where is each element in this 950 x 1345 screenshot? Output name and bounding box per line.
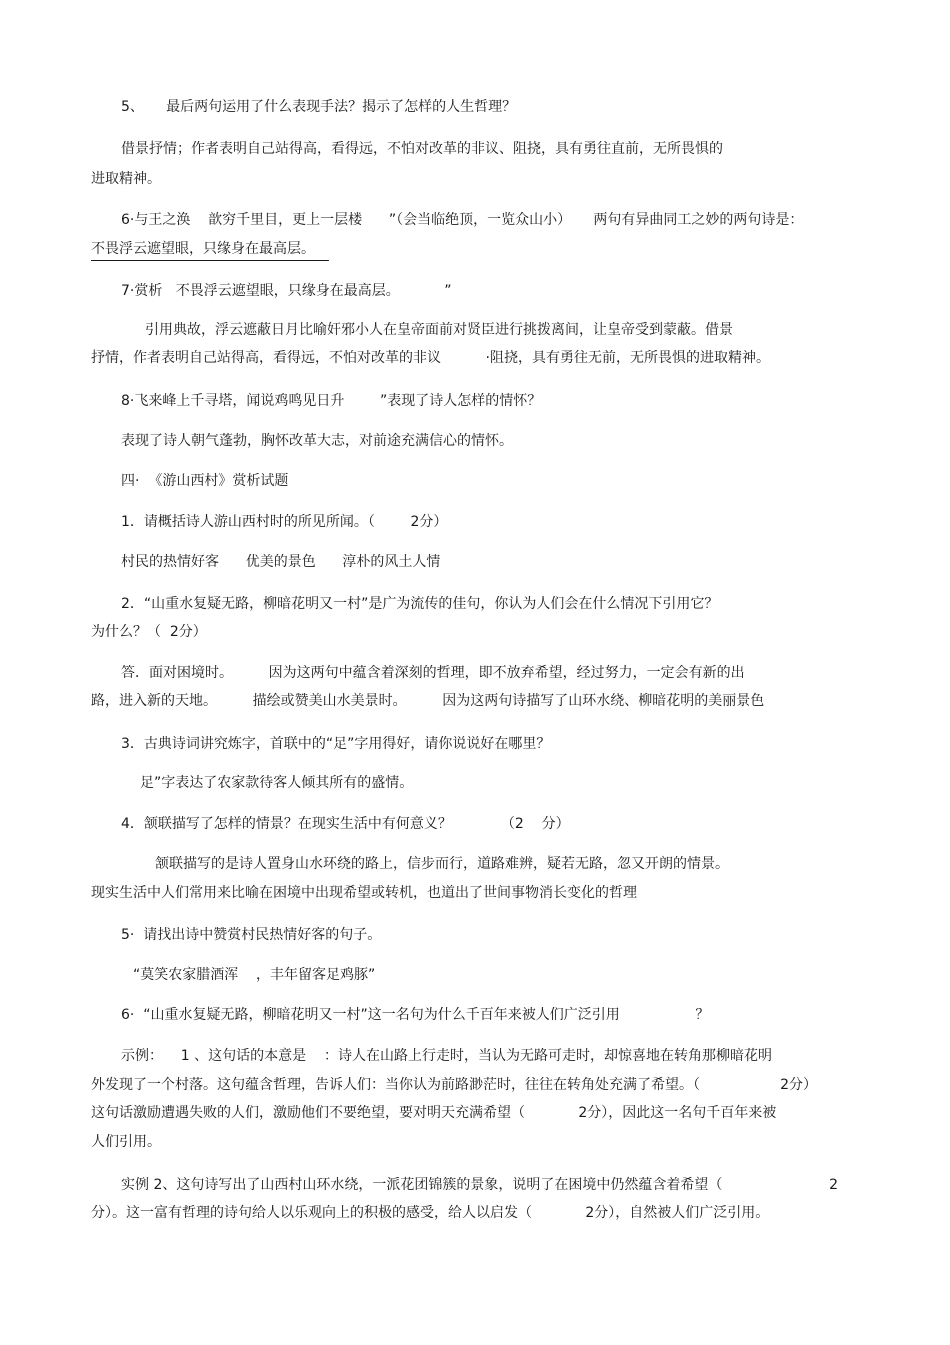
- question-s6: 6· “山重水复疑无路，柳暗花明又一村”这一名句为什么千百年来被人们广泛引用 ？: [121, 1007, 710, 1023]
- question-6: 6·与王之涣 歆穷千里目，更上一层楼 ”（会当临绝顶，一览众山小） 两句有异曲同工之妙的两句诗是：: [121, 212, 804, 228]
- answer-5-line-1: 借景抒情；作者表明自己站得高，看得远，不怕对改革的非议、阻挠，具有勇往直前，无所畏惧的: [121, 141, 723, 157]
- answer-5-line-2: 进取精神。: [91, 171, 161, 187]
- answer-s2-line-2: 路，进入新的天地。 描绘或赞美山水美景时。 因为这两句诗描写了山环水绕、柳暗花明的美丽景色: [91, 693, 765, 709]
- example-1-line-1: 示例： 1 、这句话的本意是 ：诗人在山路上行走时，当认为无路可走时，却惊喜地在转角那柳暗花明: [121, 1048, 772, 1064]
- question-s3: 3．古典诗词讲究炼字，首联中的“足”字用得好，请你说说好在哪里？: [121, 736, 551, 752]
- question-s2-line-2: 为什么？（ 2分）: [91, 624, 207, 640]
- answer-8: 表现了诗人朝气蓬勃，胸怀改革大志，对前途充满信心的情怀。: [121, 433, 513, 449]
- question-s1: 1．请概括诗人游山西村时的所见所闻。（ 2分）: [121, 514, 448, 530]
- answer-s4-line-1: 颔联描写的是诗人置身山水环绕的路上，信步而行，道路难辨，疑若无路，忽又开朗的情景。: [155, 856, 729, 872]
- answer-s5: “莫笑农家腊酒浑 ，丰年留客足鸡豚”: [133, 967, 376, 983]
- example-1-line-3: 这句话激励遭遇失败的人们，激励他们不要绝望，要对明天充满希望（ 2分），因此这一名句千百年来被: [91, 1105, 777, 1121]
- question-s4: 4．颔联描写了怎样的情景？在现实生活中有何意义？ （2 分）: [121, 816, 570, 832]
- answer-7-line-2: 抒情，作者表明自己站得高，看得远，不怕对改革的非议 ·阻挠，具有勇往无前，无所畏惧的进取精神。: [91, 350, 770, 366]
- answer-6: 不畏浮云遮望眼，只缘身在最高层。: [91, 240, 329, 261]
- question-5: 5、 最后两句运用了什么表现手法？揭示了怎样的人生哲理？: [121, 99, 517, 115]
- answer-s1: 村民的热情好客 优美的景色 淳朴的风土人情: [121, 554, 441, 570]
- answer-7-line-1: 引用典故，浮云遮蔽日月比喻奸邪小人在皇帝面前对贤臣进行挑拨离间，让皇帝受到蒙蔽。借景: [145, 322, 733, 338]
- answer-s2-line-1: 答．面对困境时。 因为这两句中蕴含着深刻的哲理，即不放弃希望，经过努力，一定会有新的出: [121, 665, 745, 681]
- question-7: 7·赏析 不畏浮云遮望眼，只缘身在最高层。 ”: [121, 283, 452, 299]
- example-1-line-2: 外发现了一个村落。这句蕴含哲理，告诉人们：当你认为前路渺茫时，往往在转角处充满了希望。（ 2分）: [91, 1077, 818, 1093]
- answer-s4-line-2: 现实生活中人们常用来比喻在困境中出现希望或转机，也道出了世间事物消长变化的哲理: [91, 885, 637, 901]
- example-2-line-1: 实例 2、这句诗写出了山西村山环水绕，一派花团锦簇的景象，说明了在困境中仍然蕴含着希望（ 2: [121, 1177, 839, 1193]
- question-s5: 5· 请找出诗中赞赏村民热情好客的句子。: [121, 927, 382, 943]
- question-8: 8·飞来峰上千寻塔，闻说鸡鸣见日升 ”表现了诗人怎样的情怀？: [121, 393, 542, 409]
- example-1-line-4: 人们引用。: [91, 1134, 161, 1150]
- example-2-line-2: 分）。这一富有哲理的诗句给人以乐观向上的积极的感受，给人以启发（ 2分），自然被人们广泛引用。: [91, 1205, 770, 1221]
- answer-s3: 足”字表达了农家款待客人倾其所有的盛情。: [140, 775, 414, 791]
- question-s2-line-1: 2．“山重水复疑无路，柳暗花明又一村”是广为流传的佳句，你认为人们会在什么情况下引用它？: [121, 596, 719, 612]
- section-heading: 四· 《游山西村》赏析试题: [121, 473, 289, 489]
